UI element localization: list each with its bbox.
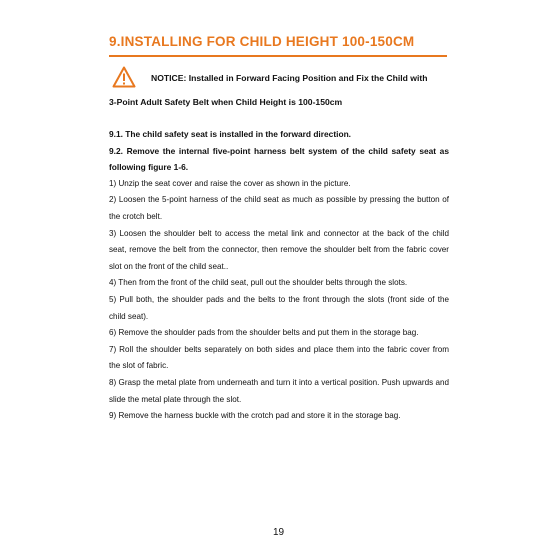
page-number: 19 [272, 527, 285, 538]
section-9-1: 9.1. The child safety seat is installed in the forward direction. [109, 129, 352, 139]
step-5: 5) Pull both, the shoulder pads and the belts to the front through the slots (front side of the child seat). [109, 294, 449, 321]
step-9: 9) Remove the harness buckle with the crotch pad and store it in the storage bag. [109, 411, 401, 421]
step-8: 8) Grasp the metal plate from underneath and turn it into a vertical position. Push upwards and slide the metal plate through the slot. [109, 377, 449, 404]
section-9-2: 9.2. Remove the internal five-point harness belt system of the child safety seat as following figure 1-6. [109, 145, 449, 173]
title-underline [109, 55, 447, 57]
step-4: 4) Then from the front of the child seat, pull out the shoulder belts through the slots. [109, 278, 408, 288]
warning-triangle-icon [112, 66, 136, 88]
instructions-body [109, 126, 449, 425]
step-7: 7) Roll the shoulder belts separately on both sides and place them into the fabric cover from the slot of fabric. [109, 344, 449, 371]
step-2: 2) Loosen the 5-point harness of the child seat as much as possible by pressing the button of the crotch belt. [109, 195, 449, 221]
step-3: 3) Loosen the shoulder belt to access the metal link and connector at the back of the child seat, remove the belt from the connector, then remove the shoulder belt from the fabric cover slot on the front of the child seat.. [109, 228, 449, 271]
notice-line-2: 3-Point Adult Safety Belt when Child Height is 100-150cm [109, 97, 343, 107]
section-title: 9.INSTALLING FOR CHILD HEIGHT 100-150CM [109, 34, 415, 49]
notice-line-1: NOTICE: Installed in Forward Facing Position and Fix the Child with [151, 73, 428, 83]
step-6: 6) Remove the shoulder pads from the shoulder belts and put them in the storage bag. [109, 328, 419, 338]
step-1: 1) Unzip the seat cover and raise the cover as shown in the picture. [109, 178, 351, 188]
